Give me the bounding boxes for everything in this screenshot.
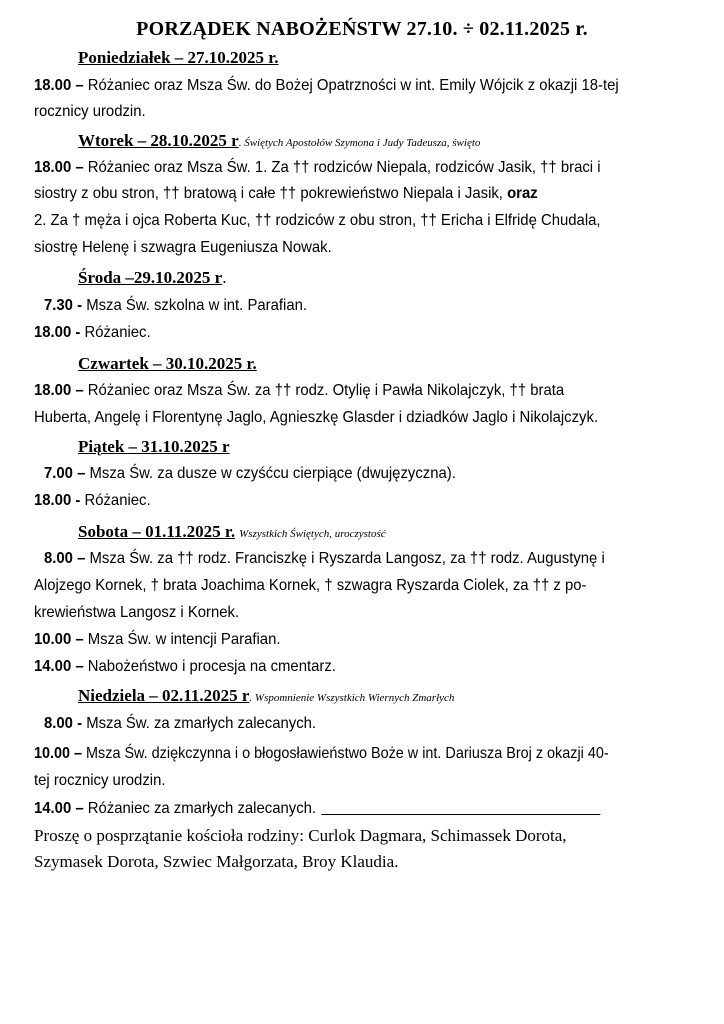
mass-line <box>44 465 456 483</box>
mass-time: 7.00 – <box>44 465 86 482</box>
mass-text: Nabożeństwo i procesja na cmentarz. <box>83 658 336 675</box>
mass-line <box>44 297 307 315</box>
mass-line <box>34 239 332 257</box>
mass-text: Różaniec oraz Msza Św. za †† rodz. Otylię i Pawła Nikolajczyk, †† brata <box>83 382 565 399</box>
day-heading-monday <box>78 48 279 68</box>
closing-line: Szymasek Dorota, Szwiec Małgorzata, Broy Klaudia. <box>34 852 399 871</box>
day-heading-text: Poniedziałek – 27.10.2025 r. <box>78 48 279 67</box>
mass-text: Msza Św. za zmarłych zalecanych. <box>82 715 317 732</box>
mass-line <box>44 715 316 733</box>
mass-line <box>34 577 586 595</box>
mass-time: 14.00 – <box>34 658 84 675</box>
day-heading-dot: . <box>222 268 227 287</box>
mass-time: 10.00 – <box>34 631 84 648</box>
mass-text: siostry z obu stron, †† bratową i całe †† pokrewieństwo Niepala i Jasik, <box>34 185 508 202</box>
signature-rule <box>322 814 601 815</box>
mass-text: Msza Św. w intencji Parafian. <box>83 631 281 648</box>
day-heading-text: Wtorek – 28.10.2025 r <box>78 131 239 150</box>
day-heading-sunday <box>78 686 454 706</box>
mass-time: 18.00 - <box>34 492 81 509</box>
mass-line <box>34 604 239 622</box>
day-feast-note: . Świętych Apostołów Szymona i Judy Tadeusza, święto <box>238 137 481 149</box>
mass-time: 8.00 - <box>44 715 83 732</box>
mass-line <box>34 185 538 203</box>
closing-line: Proszę o posprzątanie kościoła rodziny: Curlok Dagmara, Schimassek Dorota, <box>34 826 567 845</box>
day-heading-tuesday <box>78 131 480 151</box>
mass-text: Różaniec oraz Msza Św. 1. Za †† rodziców Niepala, rodziców Jasik, †† braci i <box>83 159 601 176</box>
day-feast-note: Wszystkich Świętych, uroczystość <box>239 528 386 540</box>
mass-text: Różaniec. <box>80 492 151 509</box>
mass-text: tej rocznicy urodzin. <box>34 772 166 789</box>
day-heading-saturday <box>78 522 386 542</box>
mass-time: 18.00 – <box>34 159 84 176</box>
mass-text: Msza Św. za dusze w czyśćcu cierpiące (dwujęzyczna). <box>85 465 456 482</box>
mass-line <box>34 492 151 510</box>
mass-line <box>34 103 146 121</box>
day-heading-text: Piątek – 31.10.2025 r <box>78 437 230 456</box>
mass-text: siostrę Helenę i szwagra Eugeniusza Nowak. <box>34 239 332 256</box>
mass-text: Alojzego Kornek, † brata Joachima Kornek, † szwagra Ryszarda Ciolek, za †† z po- <box>34 577 587 594</box>
mass-time: 10.00 – <box>34 745 83 762</box>
day-heading-thursday <box>78 354 257 374</box>
mass-time: 8.00 – <box>44 550 86 567</box>
mass-time: 14.00 – <box>34 800 84 817</box>
day-heading-friday <box>78 437 230 457</box>
mass-text: Różaniec. <box>80 324 151 341</box>
mass-text: Msza Św. szkolna w int. Parafian. <box>82 297 308 314</box>
mass-line <box>34 631 280 649</box>
mass-line <box>34 324 151 342</box>
day-heading-text: Niedziela – 02.11.2025 r <box>78 686 250 705</box>
mass-line <box>34 159 601 177</box>
page-title: PORZĄDEK NABOŻEŃSTW 27.10. ÷ 02.11.2025 r. <box>136 18 588 40</box>
day-heading-text: Czwartek – 30.10.2025 r. <box>78 354 257 373</box>
mass-text: Różaniec oraz Msza Św. do Bożej Opatrzności w int. Emily Wójcik z okazji 18-tej <box>83 77 619 94</box>
day-heading-wednesday <box>78 268 226 288</box>
mass-text: Msza Św. za †† rodz. Franciszkę i Ryszarda Langosz, za †† rodz. Augustynę i <box>85 550 605 567</box>
mass-line <box>34 800 601 818</box>
day-heading-text: Sobota – 01.11.2025 r. <box>78 522 236 541</box>
mass-time: 18.00 – <box>34 77 84 94</box>
mass-bold-word: oraz <box>507 185 538 202</box>
mass-text: 2. Za † męża i ojca Roberta Kuc, †† rodziców z obu stron, †† Ericha i Elfridę Chudala, <box>34 212 601 229</box>
mass-line <box>34 212 601 230</box>
mass-line <box>34 658 336 676</box>
mass-time: 18.00 - <box>34 324 81 341</box>
mass-line <box>34 745 609 763</box>
mass-text: Huberta, Angelę i Florentynę Jaglo, Agnieszkę Glasder i dziadków Jaglo i Nikolajczyk. <box>34 409 599 426</box>
mass-line <box>34 382 564 400</box>
mass-line <box>34 409 598 427</box>
mass-time: 18.00 – <box>34 382 84 399</box>
day-feast-note: . Wspomnienie Wszystkich Wiernych Zmarłych <box>249 692 455 704</box>
mass-line <box>44 550 605 568</box>
mass-line <box>34 77 619 95</box>
mass-time: 7.30 - <box>44 297 83 314</box>
mass-line <box>34 772 165 790</box>
mass-text: rocznicy urodzin. <box>34 103 146 120</box>
mass-text: krewieństwa Langosz i Kornek. <box>34 604 240 621</box>
day-heading-text: Środa –29.10.2025 r <box>78 268 223 287</box>
mass-text: Msza Św. dziękczynna i o błogosławieństwo Boże w int. Dariusza Broj z okazji 40- <box>82 745 609 762</box>
mass-text: Różaniec za zmarłych zalecanych. <box>83 800 317 817</box>
